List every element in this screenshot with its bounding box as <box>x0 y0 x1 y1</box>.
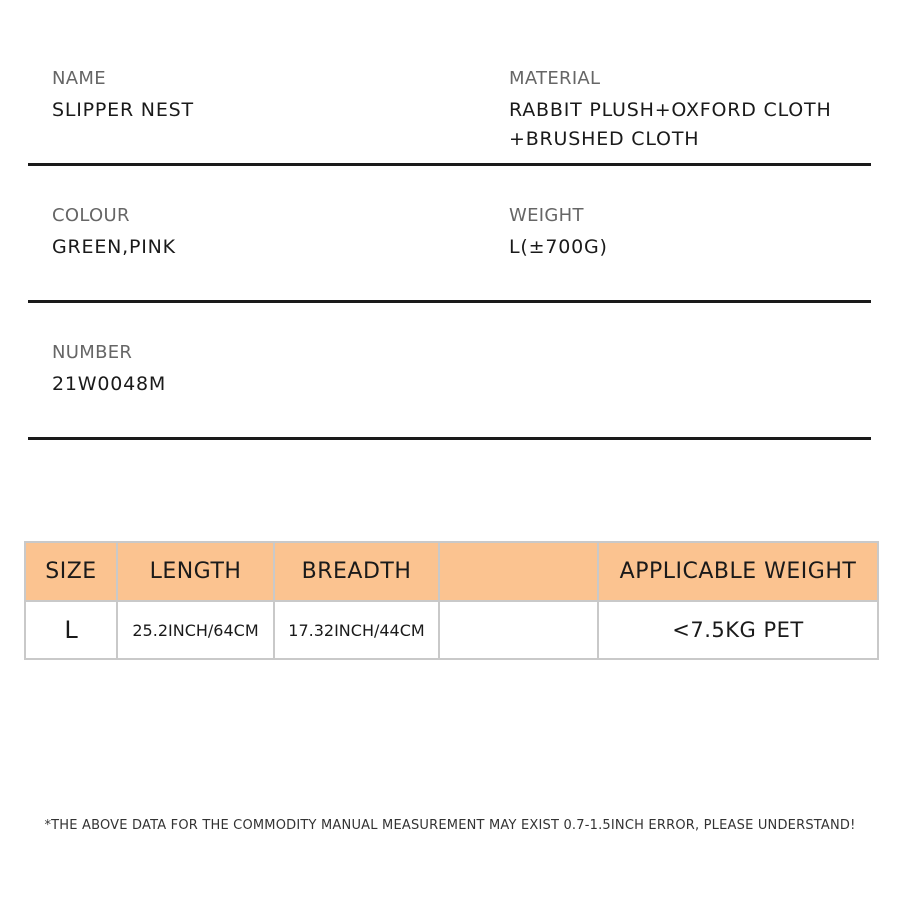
spec-weight-label: WEIGHT <box>509 205 584 226</box>
spec-colour-label: COLOUR <box>52 205 130 226</box>
size-table-cell-blank <box>439 601 598 659</box>
spec-material-label: MATERIAL <box>509 68 601 89</box>
size-table-cell-size: L <box>25 601 117 659</box>
spec-material-value-line2: +BRUSHED CLOTH <box>509 128 700 150</box>
size-table-cell-length: 25.2INCH/64CM <box>117 601 274 659</box>
spec-weight <box>509 204 608 262</box>
size-table-header-row <box>25 542 878 601</box>
size-table-header-length: LENGTH <box>117 542 274 601</box>
spec-material <box>509 67 832 154</box>
spec-number-label: NUMBER <box>52 342 133 363</box>
spec-colour <box>52 204 176 262</box>
size-table-cell-applicable-weight: <7.5KG PET <box>598 601 878 659</box>
measurement-footnote: *THE ABOVE DATA FOR THE COMMODITY MANUAL MEASUREMENT MAY EXIST 0.7-1.5INCH ERROR, PLEASE UNDERSTAND! <box>44 818 856 833</box>
spec-material-value-line1: RABBIT PLUSH+OXFORD CLOTH <box>509 99 832 121</box>
size-table <box>24 541 879 660</box>
size-table-header-applicable-weight: APPLICABLE WEIGHT <box>598 542 878 601</box>
spec-colour-value: GREEN,PINK <box>52 236 176 258</box>
spec-number <box>52 341 166 399</box>
spec-name-label: NAME <box>52 68 106 89</box>
size-table-header-blank <box>439 542 598 601</box>
size-table-header-size: SIZE <box>25 542 117 601</box>
spec-number-value: 21W0048M <box>52 373 167 395</box>
spec-weight-value: L(±700G) <box>509 236 608 258</box>
size-table-cell-breadth: 17.32INCH/44CM <box>274 601 439 659</box>
size-table-header-breadth: BREADTH <box>274 542 439 601</box>
spec-name-value: SLIPPER NEST <box>52 99 194 121</box>
spec-material-value <box>509 96 832 154</box>
spec-name <box>52 67 194 125</box>
table-row <box>25 601 878 659</box>
